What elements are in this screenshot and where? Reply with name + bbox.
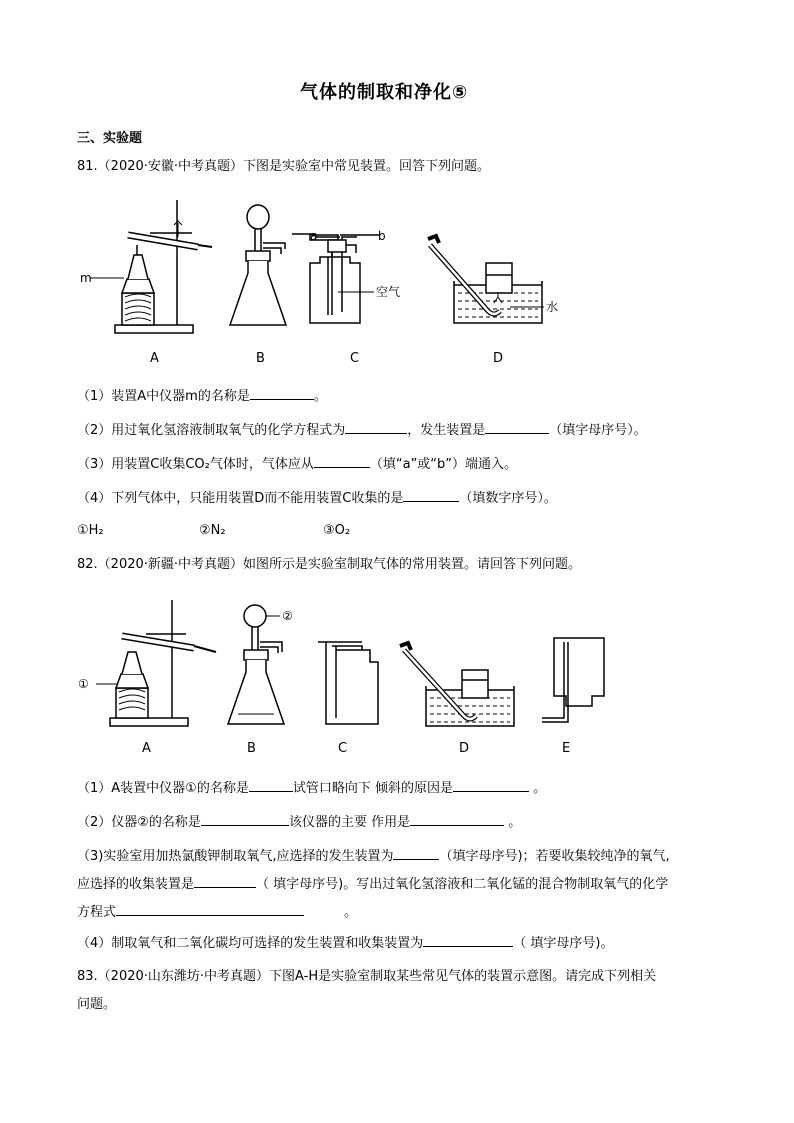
q82-caption-b: B xyxy=(247,741,256,756)
q82-caption-a: A xyxy=(142,741,151,756)
apparatus-d-water-trough xyxy=(400,643,514,726)
q81-caption-d: D xyxy=(493,351,504,366)
q81-part3: （3）用装置C收集CO₂气体时，气体应从 （填“a”或“b”）端通入。 xyxy=(77,454,517,474)
q81-option-2: ②N₂ xyxy=(199,523,226,538)
apparatus-a-heating-setup xyxy=(110,600,216,726)
answer-blank[interactable] xyxy=(485,420,549,434)
label-circle-1: ① xyxy=(78,677,89,691)
q81-stem: 81.（2020·安徽·中考真题）下图是实验室中常见装置。回答下列问题。 xyxy=(77,159,491,174)
q81-apparatus-figure xyxy=(70,195,590,345)
label-m: m xyxy=(80,271,92,285)
label-water: 水 xyxy=(546,300,559,314)
q82-stem: 82.（2020·新疆·中考真题）如图所示是实验室制取气体的常用装置。请回答下列问题。 xyxy=(77,557,582,572)
label-circle-2: ② xyxy=(282,609,293,623)
q82-caption-d: D xyxy=(459,741,470,756)
section-heading: 三、实验题 xyxy=(77,131,143,146)
q82-part1: （1）A装置中仪器①的名称是 试管口略向下 倾斜的原因是 。 xyxy=(77,778,546,798)
apparatus-a-heating-setup xyxy=(115,200,212,333)
answer-blank[interactable] xyxy=(249,778,293,792)
answer-blank[interactable] xyxy=(410,812,504,826)
q81-option-1: ①H₂ xyxy=(77,523,104,538)
page-title: 气体的制取和净化⑤ xyxy=(300,82,469,103)
q81-caption-c: C xyxy=(350,351,360,366)
apparatus-c-gas-bottle xyxy=(318,642,378,724)
q82-caption-c: C xyxy=(338,741,348,756)
q82-part3-line1: （3)实验室用加热氯酸钾制取氧气,应选择的发生装置为 （填字母序号)；若要收集较纯净的氧气, xyxy=(77,846,670,866)
answer-blank[interactable] xyxy=(403,488,459,502)
apparatus-c-gas-bottle xyxy=(292,234,380,323)
q82-caption-e: E xyxy=(562,741,571,756)
answer-blank[interactable] xyxy=(194,874,256,888)
answer-blank[interactable] xyxy=(423,933,513,947)
q81-part2: （2）用过氧化氢溶液制取氧气的化学方程式为 ，发生装置是 （填字母序号）。 xyxy=(77,420,647,440)
label-air: 空气 xyxy=(376,285,401,299)
answer-blank[interactable] xyxy=(453,778,529,792)
answer-blank[interactable] xyxy=(345,420,407,434)
label-a: a xyxy=(310,229,318,243)
answer-blank[interactable] xyxy=(116,902,304,916)
q82-apparatus-figure xyxy=(70,598,610,738)
apparatus-d-water-trough xyxy=(428,236,542,323)
q81-caption-b: B xyxy=(256,351,265,366)
answer-blank[interactable] xyxy=(314,454,370,468)
q81-part1: （1）装置A中仪器m的名称是 。 xyxy=(77,386,327,406)
q83-stem-line1: 83.（2020·山东潍坊·中考真题）下图A-H是实验室制取某些常见气体的装置示意图。请完成下列相关 xyxy=(77,969,657,984)
apparatus-e-inverted-bottle xyxy=(542,638,604,722)
q83-stem-line2: 问题。 xyxy=(77,997,117,1012)
q82-part4: （4）制取氧气和二氧化碳均可选择的发生装置和收集装置为 （ 填字母序号)。 xyxy=(77,933,614,953)
label-b: b xyxy=(378,229,386,243)
q81-caption-a: A xyxy=(150,351,159,366)
q81-option-3: ③O₂ xyxy=(323,523,351,538)
q81-part4: （4）下列气体中，只能用装置D而不能用装置C收集的是 （填数字序号）。 xyxy=(77,488,557,508)
q82-part3-line3: 方程式 。 xyxy=(77,902,357,922)
apparatus-b-conical-flask xyxy=(228,605,284,724)
q82-part2: （2）仪器②的名称是 该仪器的主要 作用是 。 xyxy=(77,812,521,832)
answer-blank[interactable] xyxy=(250,386,314,400)
answer-blank[interactable] xyxy=(201,812,289,826)
apparatus-b-conical-flask xyxy=(230,205,286,325)
q82-part3-line2: 应选择的收集装置是 （ 填字母序号)。写出过氧化氢溶液和二氧化锰的混合物制取氧气的化学 xyxy=(77,874,668,894)
answer-blank[interactable] xyxy=(393,846,439,860)
